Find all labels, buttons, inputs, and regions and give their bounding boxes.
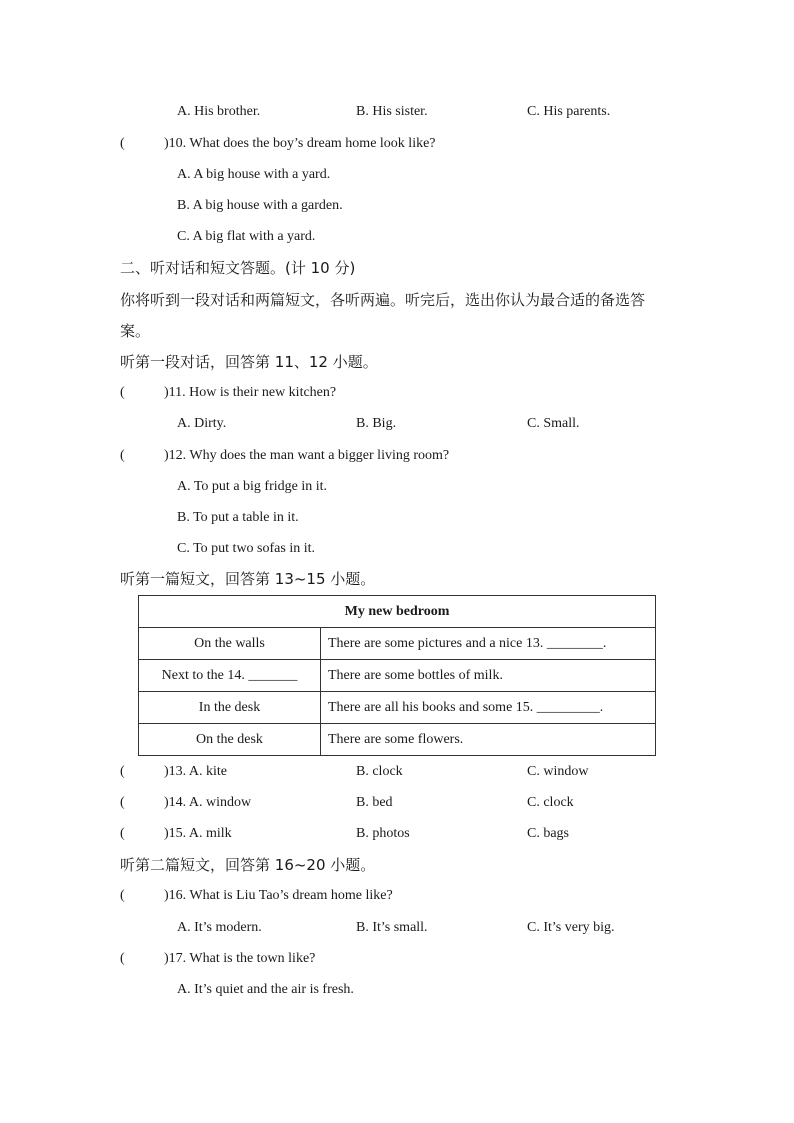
table-cell-location: On the desk — [139, 724, 321, 756]
q9-option-b: B. His sister. — [356, 104, 428, 119]
answer-blank: ( — [120, 826, 125, 841]
answer-blank: ( — [120, 764, 125, 779]
q17-option-a: A. It’s quiet and the air is fresh. — [177, 982, 354, 997]
question-stem: )15. A. milk — [164, 826, 232, 841]
table-row — [139, 724, 656, 756]
dialogue-intro: 听第一段对话，回答第 11、12 小题。 — [120, 353, 378, 371]
table-cell-content: There are some bottles of milk. — [321, 660, 656, 692]
q13-option-c: C. window — [527, 764, 589, 779]
table-cell-location: Next to the 14. _______ — [139, 660, 321, 692]
question-stem: )10. What does the boy’s dream home look like? — [164, 136, 436, 151]
question-stem: )11. How is their new kitchen? — [164, 385, 337, 400]
q13-option-b: B. clock — [356, 764, 403, 779]
table-row — [139, 628, 656, 660]
table-header-row — [139, 596, 656, 628]
q11-option-a: A. Dirty. — [177, 416, 227, 431]
question-stem: )16. What is Liu Tao’s dream home like? — [164, 888, 393, 903]
table-cell-location: In the desk — [139, 692, 321, 724]
question-stem: )14. A. window — [164, 795, 252, 810]
answer-blank: ( — [120, 795, 125, 810]
q16-option-b: B. It’s small. — [356, 920, 428, 935]
q9-option-c: C. His parents. — [527, 104, 611, 119]
question-11 — [120, 383, 336, 403]
passage1-intro: 听第一篇短文，回答第 13~15 小题。 — [120, 570, 376, 588]
q12-option-a: A. To put a big fridge in it. — [177, 479, 328, 494]
answer-blank: ( — [120, 136, 125, 151]
answer-blank: ( — [120, 951, 125, 966]
q15-option-b: B. photos — [356, 826, 410, 841]
q11-option-b: B. Big. — [356, 416, 397, 431]
table-cell-content: There are all his books and some 15. _________. — [321, 692, 656, 724]
table-cell-location: On the walls — [139, 628, 321, 660]
question-13 — [120, 762, 227, 782]
question-stem: )12. Why does the man want a bigger living room? — [164, 448, 450, 463]
table-row — [139, 692, 656, 724]
question-14 — [120, 793, 251, 813]
table-title: My new bedroom — [139, 596, 656, 628]
question-10 — [120, 134, 436, 154]
question-15 — [120, 824, 232, 844]
answer-blank: ( — [120, 888, 125, 903]
q10-option-c: C. A big flat with a yard. — [177, 229, 316, 244]
q16-option-c: C. It’s very big. — [527, 920, 615, 935]
q12-option-c: C. To put two sofas in it. — [177, 541, 315, 556]
q9-option-a: A. His brother. — [177, 104, 261, 119]
question-stem: )13. A. kite — [164, 764, 227, 779]
question-stem: )17. What is the town like? — [164, 951, 316, 966]
q14-option-c: C. clock — [527, 795, 574, 810]
table-row — [139, 660, 656, 692]
passage2-intro: 听第二篇短文，回答第 16~20 小题。 — [120, 856, 376, 874]
table-cell-content: There are some flowers. — [321, 724, 656, 756]
answer-blank: ( — [120, 448, 125, 463]
answer-blank: ( — [120, 385, 125, 400]
section-title: 二、听对话和短文答题。(计 10 分) — [120, 259, 356, 277]
q12-option-b: B. To put a table in it. — [177, 510, 299, 525]
q10-option-b: B. A big house with a garden. — [177, 198, 343, 213]
question-17 — [120, 949, 315, 969]
q10-option-a: A. A big house with a yard. — [177, 167, 331, 182]
question-16 — [120, 886, 393, 906]
section-instruction-line2: 案。 — [120, 322, 151, 340]
table-cell-content: There are some pictures and a nice 13. ________. — [321, 628, 656, 660]
bedroom-table — [138, 595, 656, 756]
q16-option-a: A. It’s modern. — [177, 920, 262, 935]
question-12 — [120, 446, 449, 466]
q15-option-c: C. bags — [527, 826, 569, 841]
section-instruction-line1: 你将听到一段对话和两篇短文，各听两遍。听完后，选出你认为最合适的备选答 — [120, 291, 646, 309]
q11-option-c: C. Small. — [527, 416, 580, 431]
q14-option-b: B. bed — [356, 795, 393, 810]
